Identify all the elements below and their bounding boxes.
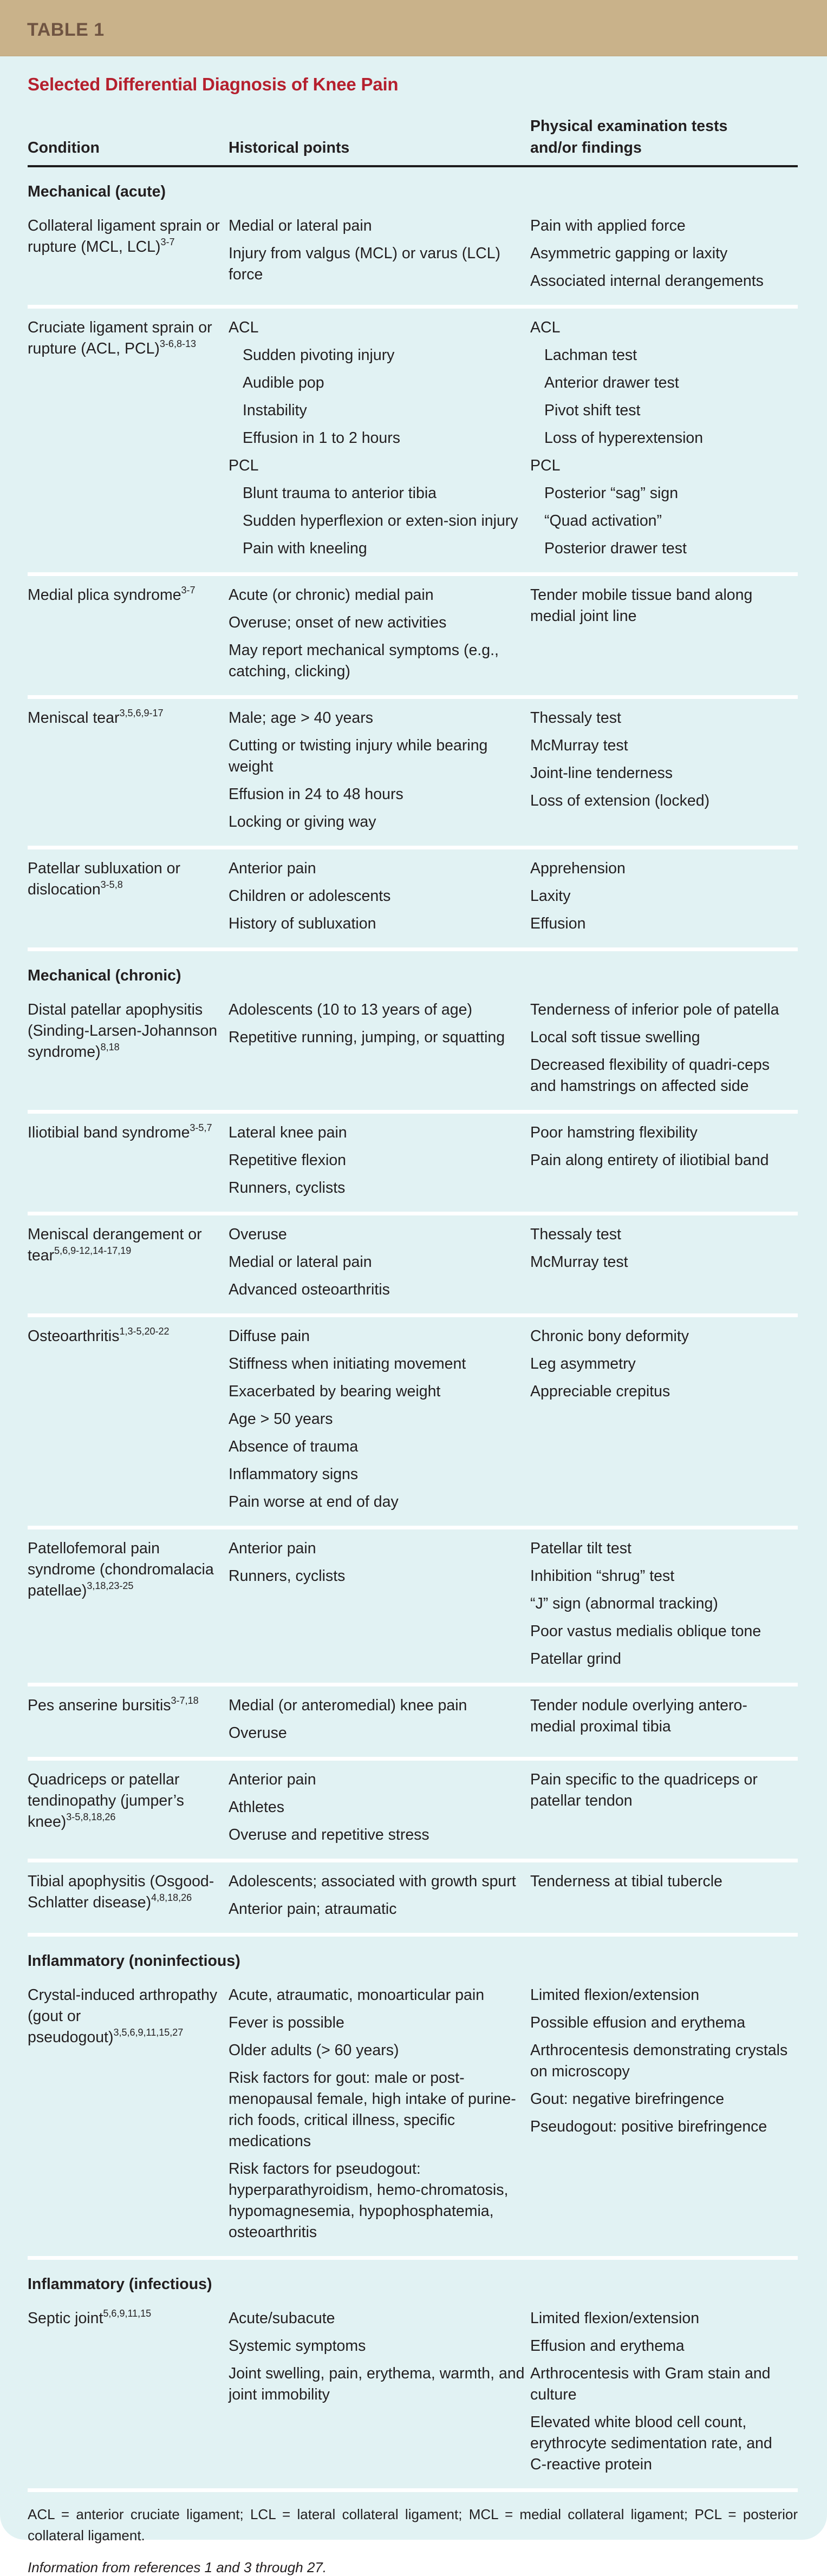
list-item: Overuse xyxy=(229,1724,287,1742)
historical-points-cell xyxy=(229,1759,530,1861)
list-item: Inflammatory signs xyxy=(229,1466,359,1483)
list-item: May report mechanical symptoms (e.g., catching, clicking) xyxy=(229,642,499,680)
header-row xyxy=(28,99,798,166)
table-row xyxy=(28,574,798,697)
reference-superscript: 3,5,6,9,11,15,27 xyxy=(113,2026,184,2038)
historical-points-cell xyxy=(229,574,530,697)
exam-findings-cell xyxy=(530,307,798,574)
historical-points-cell xyxy=(229,991,530,1112)
list-subitem: Loss of hyperextension xyxy=(544,429,704,447)
table-row xyxy=(28,1759,798,1861)
list-item: McMurray test xyxy=(530,737,628,754)
list-item: Inhibition “shrug” test xyxy=(530,1567,675,1585)
column-header-physical-exam: Physical examination tests and/or findings xyxy=(530,99,798,166)
list-item: Age > 50 years xyxy=(229,1410,333,1428)
historical-points-cell xyxy=(229,307,530,574)
list-item: Medial or lateral pain xyxy=(229,1253,372,1271)
reference-superscript: 3-5,7 xyxy=(190,1122,212,1133)
list-item: Injury from valgus (MCL) or varus (LCL) force xyxy=(229,245,501,283)
list-item: Male; age > 40 years xyxy=(229,709,373,727)
list-item: Systemic symptoms xyxy=(229,2337,366,2355)
list-item: Risk factors for gout: male or post-menopausal female, high intake of purine-rich foods, critical illness, specific medications xyxy=(229,2069,516,2150)
section-header-row xyxy=(28,950,798,991)
section-heading: Inflammatory (infectious) xyxy=(28,2276,212,2293)
reference-superscript: 1,3-5,20-22 xyxy=(119,1325,170,1337)
list-item: Advanced osteoarthritis xyxy=(229,1281,390,1298)
exam-findings-cell xyxy=(530,991,798,1112)
historical-points-cell xyxy=(229,1316,530,1528)
list-item: Exacerbated by bearing weight xyxy=(229,1383,441,1400)
list-item: Joint swelling, pain, erythema, warmth, and joint immobility xyxy=(229,2365,525,2403)
condition-name: Medial plica syndrome xyxy=(28,586,181,604)
list-item: Older adults (> 60 years) xyxy=(229,2042,399,2059)
list-item: Pain along entirety of iliotibial band xyxy=(530,1152,769,1169)
table-row xyxy=(28,1976,798,2258)
list-item: Elevated white blood cell count, erythrocyte sedimentation rate, and C-reactive protein xyxy=(530,2414,772,2473)
historical-points-cell xyxy=(229,1861,530,1935)
condition-name: Iliotibial band syndrome xyxy=(28,1124,190,1141)
table-row xyxy=(28,991,798,1112)
list-item: Pseudogout: positive birefringence xyxy=(530,2118,767,2135)
condition-cell xyxy=(28,697,229,848)
list-item: Asymmetric gapping or laxity xyxy=(530,245,728,262)
list-item: PCL xyxy=(530,457,561,474)
list-subitem: Instability xyxy=(243,402,307,419)
historical-points-cell xyxy=(229,1685,530,1759)
reference-superscript: 3-7,18 xyxy=(171,1695,199,1706)
list-item: Athletes xyxy=(229,1799,284,1816)
condition-cell xyxy=(28,1214,229,1316)
list-subitem: Sudden pivoting injury xyxy=(243,346,395,364)
list-item: Adolescents (10 to 13 years of age) xyxy=(229,1001,472,1018)
list-item: History of subluxation xyxy=(229,915,376,932)
list-item: PCL xyxy=(229,457,259,474)
list-item: Cutting or twisting injury while bearing weight xyxy=(229,737,488,775)
table-row xyxy=(28,1685,798,1759)
list-item: Anterior pain xyxy=(229,1540,316,1557)
list-item: Tender nodule overlying antero-medial proximal tibia xyxy=(530,1697,747,1735)
table-row xyxy=(28,848,798,950)
condition-cell xyxy=(28,574,229,697)
reference-superscript: 3,5,6,9-17 xyxy=(119,707,164,718)
historical-points-cell xyxy=(229,697,530,848)
list-item: Runners, cyclists xyxy=(229,1179,346,1197)
historical-points-cell xyxy=(229,1214,530,1316)
list-subitem: Blunt trauma to anterior tibia xyxy=(243,485,437,502)
list-item: Overuse; onset of new activities xyxy=(229,614,447,631)
list-item: Repetitive running, jumping, or squatting xyxy=(229,1029,505,1046)
list-item: Joint-line tenderness xyxy=(530,764,673,782)
condition-cell xyxy=(28,848,229,950)
list-item: Repetitive flexion xyxy=(229,1152,347,1169)
list-item: Pain worse at end of day xyxy=(229,1493,399,1511)
list-item: Anterior pain xyxy=(229,1771,316,1788)
list-item: Acute/subacute xyxy=(229,2310,335,2327)
list-item: Children or adolescents xyxy=(229,887,391,905)
condition-cell xyxy=(28,1528,229,1685)
condition-cell xyxy=(28,307,229,574)
table-number-label: TABLE 1 xyxy=(27,19,105,40)
list-subitem: Pain with kneeling xyxy=(243,540,367,557)
list-item: Thessaly test xyxy=(530,1226,621,1243)
condition-cell xyxy=(28,1685,229,1759)
exam-findings-cell xyxy=(530,1759,798,1861)
section-header-row xyxy=(28,1935,798,1977)
list-item: “J” sign (abnormal tracking) xyxy=(530,1595,718,1612)
exam-findings-cell xyxy=(530,207,798,307)
list-item: Associated internal derangements xyxy=(530,272,764,290)
list-subitem: Anterior drawer test xyxy=(544,374,679,391)
list-subitem: Effusion in 1 to 2 hours xyxy=(243,429,400,447)
column-header-condition: Condition xyxy=(28,99,229,166)
condition-cell xyxy=(28,1759,229,1861)
exam-findings-cell xyxy=(530,1214,798,1316)
list-item: Poor hamstring flexibility xyxy=(530,1124,698,1141)
list-item: Pain with applied force xyxy=(530,217,686,234)
list-item: Effusion xyxy=(530,915,586,932)
condition-name: Cruciate ligament sprain or rupture (ACL, PCL) xyxy=(28,319,212,357)
list-item: Apprehension xyxy=(530,860,626,877)
list-item: Pain specific to the quadriceps or patellar tendon xyxy=(530,1771,758,1809)
condition-name: Septic joint xyxy=(28,2310,103,2327)
list-subitem: “Quad activation” xyxy=(544,512,662,529)
reference-superscript: 5,6,9,11,15 xyxy=(103,2307,152,2319)
reference-superscript: 3-7 xyxy=(160,236,175,247)
reference-superscript: 3-5,8,18,26 xyxy=(66,1811,116,1822)
list-item: Tenderness of inferior pole of patella xyxy=(530,1001,779,1018)
section-header-row xyxy=(28,166,798,207)
condition-cell xyxy=(28,2299,229,2490)
abbreviation-footnote: ACL = anterior cruciate ligament; LCL = lateral collateral ligament; MCL = medial collateral ligament; PCL = posterior collateral ligament. xyxy=(28,2506,798,2544)
list-item: Diffuse pain xyxy=(229,1328,310,1345)
table-content xyxy=(28,56,798,2576)
condition-name: Pes anserine bursitis xyxy=(28,1697,171,1714)
list-item: Acute, atraumatic, monoarticular pain xyxy=(229,1986,485,2004)
table-title: Selected Differential Diagnosis of Knee Pain xyxy=(28,74,399,94)
list-item: Limited flexion/extension xyxy=(530,2310,700,2327)
exam-findings-cell xyxy=(530,848,798,950)
list-item: Arthrocentesis demonstrating crystals on microscopy xyxy=(530,2042,788,2080)
condition-name: Meniscal derangement or tear xyxy=(28,1226,202,1264)
list-item: Overuse and repetitive stress xyxy=(229,1826,429,1843)
condition-name: Collateral ligament sprain or rupture (MCL, LCL) xyxy=(28,217,220,256)
list-item: Medial (or anteromedial) knee pain xyxy=(229,1697,467,1714)
table-row xyxy=(28,1214,798,1316)
list-item: Decreased flexibility of quadri-ceps and hamstrings on affected side xyxy=(530,1056,770,1095)
source-note: Information from references 1 and 3 through 27. xyxy=(28,2559,327,2575)
list-subitem: Sudden hyperflexion or exten-sion injury xyxy=(243,512,518,529)
list-item: Leg asymmetry xyxy=(530,1355,636,1372)
list-item: Appreciable crepitus xyxy=(530,1383,670,1400)
list-item: Gout: negative birefringence xyxy=(530,2090,725,2108)
table-row xyxy=(28,2299,798,2490)
list-item: Chronic bony deformity xyxy=(530,1328,689,1345)
list-item: Risk factors for pseudogout: hyperparathyroidism, hemo-chromatosis, hypomagnesemia, hypophosphatemia, osteoarthritis xyxy=(229,2160,509,2241)
list-item: Tenderness at tibial tubercle xyxy=(530,1873,722,1890)
reference-superscript: 8,18 xyxy=(100,1041,120,1052)
list-subitem: Lachman test xyxy=(544,346,637,364)
list-item: ACL xyxy=(530,319,561,336)
list-item: Anterior pain xyxy=(229,860,316,877)
condition-name: Osteoarthritis xyxy=(28,1328,120,1345)
list-item: Anterior pain; atraumatic xyxy=(229,1900,397,1918)
reference-superscript: 3,18,23-25 xyxy=(87,1580,134,1591)
list-item: Possible effusion and erythema xyxy=(530,2014,746,2031)
condition-cell xyxy=(28,1861,229,1935)
condition-cell xyxy=(28,1976,229,2258)
exam-findings-cell xyxy=(530,1112,798,1214)
table-body xyxy=(28,166,798,2490)
condition-name: Quadriceps or patellar tendinopathy (jumper’s knee) xyxy=(28,1771,184,1830)
reference-superscript: 3-5,8 xyxy=(100,879,123,890)
exam-findings-cell xyxy=(530,1528,798,1685)
list-subitem: Pivot shift test xyxy=(544,402,641,419)
differential-diagnosis-table xyxy=(28,99,798,2492)
condition-name: Meniscal tear xyxy=(28,709,120,727)
historical-points-cell xyxy=(229,207,530,307)
exam-findings-cell xyxy=(530,1861,798,1935)
list-item: Poor vastus medialis oblique tone xyxy=(530,1623,761,1640)
condition-name: Tibial apophysitis (Osgood-Schlatter disease) xyxy=(28,1873,214,1911)
list-item: Tender mobile tissue band along medial joint line xyxy=(530,586,753,625)
list-item: Absence of trauma xyxy=(229,1438,359,1455)
reference-superscript: 4,8,18,26 xyxy=(151,1892,192,1903)
table-row xyxy=(28,1528,798,1685)
table-row xyxy=(28,307,798,574)
condition-name: Patellar subluxation or dislocation xyxy=(28,860,180,898)
list-item: Laxity xyxy=(530,887,571,905)
condition-cell xyxy=(28,1316,229,1528)
exam-findings-cell xyxy=(530,1976,798,2258)
list-item: Runners, cyclists xyxy=(229,1567,346,1585)
list-item: Limited flexion/extension xyxy=(530,1986,700,2004)
exam-findings-cell xyxy=(530,2299,798,2490)
list-subitem: Posterior drawer test xyxy=(544,540,687,557)
condition-cell xyxy=(28,991,229,1112)
table-row xyxy=(28,1112,798,1214)
section-heading: Mechanical (chronic) xyxy=(28,967,181,984)
condition-name: Distal patellar apophysitis (Sinding-Larsen-Johannson syndrome) xyxy=(28,1001,218,1061)
condition-cell xyxy=(28,1112,229,1214)
column-header-historical-points: Historical points xyxy=(229,99,530,166)
historical-points-cell xyxy=(229,848,530,950)
historical-points-cell xyxy=(229,1976,530,2258)
list-item: Locking or giving way xyxy=(229,813,376,831)
list-item: Overuse xyxy=(229,1226,287,1243)
list-item: Fever is possible xyxy=(229,2014,344,2031)
table-row xyxy=(28,1861,798,1935)
reference-superscript: 3-6,8-13 xyxy=(159,338,196,349)
list-item: Loss of extension (locked) xyxy=(530,792,710,809)
table-row xyxy=(28,1316,798,1528)
condition-name: Patellofemoral pain syndrome (chondromalacia patellae) xyxy=(28,1540,214,1599)
table-label-band xyxy=(0,0,827,56)
historical-points-cell xyxy=(229,2299,530,2490)
exam-findings-cell xyxy=(530,1685,798,1759)
condition-cell xyxy=(28,207,229,307)
historical-points-cell xyxy=(229,1112,530,1214)
list-item: Thessaly test xyxy=(530,709,621,727)
exam-findings-cell xyxy=(530,574,798,697)
exam-findings-cell xyxy=(530,1316,798,1528)
table-row xyxy=(28,207,798,307)
list-item: ACL xyxy=(229,319,259,336)
table-row xyxy=(28,697,798,848)
list-subitem: Audible pop xyxy=(243,374,324,391)
condition-name: Crystal-induced arthropathy (gout or pseudogout) xyxy=(28,1986,218,2046)
list-subitem: Posterior “sag” sign xyxy=(544,485,679,502)
list-item: Acute (or chronic) medial pain xyxy=(229,586,434,604)
historical-points-cell xyxy=(229,1528,530,1685)
list-item: Patellar tilt test xyxy=(530,1540,631,1557)
list-item: Stiffness when initiating movement xyxy=(229,1355,466,1372)
exam-findings-cell xyxy=(530,697,798,848)
list-item: Arthrocentesis with Gram stain and culture xyxy=(530,2365,771,2403)
section-heading: Mechanical (acute) xyxy=(28,183,166,200)
list-item: Local soft tissue swelling xyxy=(530,1029,700,1046)
section-heading: Inflammatory (noninfectious) xyxy=(28,1952,240,1970)
section-header-row xyxy=(28,2258,798,2300)
list-item: Medial or lateral pain xyxy=(229,217,372,234)
list-item: McMurray test xyxy=(530,1253,628,1271)
reference-superscript: 3-7 xyxy=(181,584,196,596)
list-item: Effusion and erythema xyxy=(530,2337,685,2355)
list-item: Adolescents; associated with growth spurt xyxy=(229,1873,516,1890)
list-item: Effusion in 24 to 48 hours xyxy=(229,786,403,803)
list-item: Patellar grind xyxy=(530,1650,621,1668)
reference-superscript: 5,6,9-12,14-17,19 xyxy=(54,1245,132,1256)
list-item: Lateral knee pain xyxy=(229,1124,347,1141)
